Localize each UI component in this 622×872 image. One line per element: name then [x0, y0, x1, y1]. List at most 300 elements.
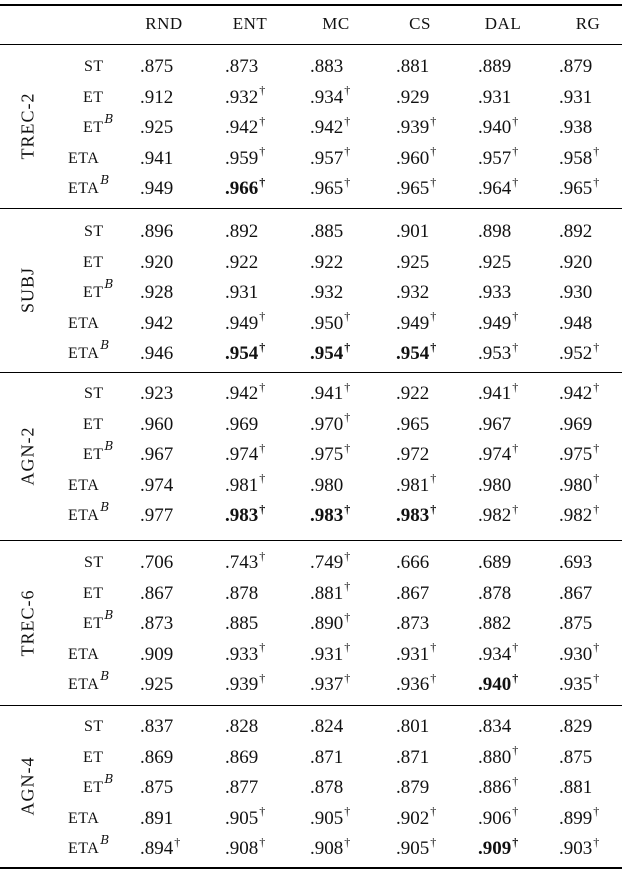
significance-dagger: †: [512, 834, 519, 849]
score-value: .969: [559, 413, 593, 435]
mid-rule: [0, 705, 622, 706]
method-name: ST: [84, 718, 104, 735]
significance-dagger: †: [430, 113, 437, 128]
significance-dagger: †: [344, 670, 351, 685]
score-cell: [310, 579, 351, 605]
score-cell: [478, 174, 519, 200]
score-cell: [478, 113, 519, 139]
significance-dagger: †: [593, 379, 600, 394]
score-value: .949: [396, 312, 430, 334]
significance-dagger: †: [430, 309, 437, 324]
significance-dagger: †: [512, 339, 519, 354]
significance-dagger: †: [430, 339, 437, 354]
score-cell: [225, 548, 266, 574]
score-value: .925: [478, 251, 512, 273]
score-cell: [225, 777, 258, 799]
method-name: ET: [83, 584, 104, 602]
score-cell: [225, 501, 266, 527]
significance-dagger: †: [512, 804, 519, 819]
score-value: .974: [225, 444, 259, 465]
score-value: .878: [478, 582, 512, 604]
significance-dagger: †: [512, 501, 519, 516]
method-label: [83, 438, 114, 464]
score-value: .983: [396, 505, 430, 526]
method-label: [83, 276, 114, 302]
score-value: .902: [396, 807, 430, 829]
score-cell: [396, 221, 429, 243]
score-value: .905: [396, 838, 430, 859]
method-name: ET: [83, 415, 104, 433]
score-value: .941: [140, 147, 174, 169]
method-name: ST: [84, 554, 104, 571]
significance-dagger: †: [344, 548, 351, 563]
score-value: .930: [559, 643, 593, 665]
significance-dagger: †: [512, 174, 519, 189]
score-value: .942: [310, 117, 344, 138]
score-value: .873: [140, 613, 174, 634]
score-value: .981: [396, 474, 430, 496]
score-cell: [559, 252, 592, 274]
score-cell: [310, 747, 343, 769]
score-cell: [478, 613, 511, 635]
significance-dagger: †: [512, 144, 519, 159]
significance-dagger: †: [430, 804, 437, 819]
score-cell: [559, 174, 600, 200]
significance-dagger: †: [259, 113, 266, 128]
score-value: .693: [559, 552, 593, 573]
score-value: .885: [310, 221, 344, 242]
score-value: .873: [225, 56, 259, 77]
method-name: ET: [83, 253, 104, 271]
significance-dagger: †: [430, 670, 437, 685]
method-label: [84, 385, 104, 403]
method-superscript: B: [100, 337, 110, 352]
score-value: .828: [225, 716, 259, 737]
method-label: [68, 172, 110, 198]
score-cell: [559, 583, 592, 605]
score-value: .689: [478, 552, 512, 573]
score-value: .965: [310, 178, 344, 199]
score-cell: [396, 174, 437, 200]
score-cell: [396, 87, 429, 109]
score-cell: [310, 609, 351, 635]
score-cell: [140, 282, 173, 304]
dataset-label: TREC-6: [17, 589, 38, 656]
score-value: .936: [396, 674, 430, 695]
method-superscript: B: [104, 438, 114, 453]
score-value: .912: [140, 86, 174, 108]
score-cell: [396, 113, 437, 139]
score-value: .869: [140, 746, 174, 768]
method-label: [83, 749, 104, 767]
score-value: .801: [396, 716, 430, 737]
significance-dagger: †: [259, 834, 266, 849]
score-cell: [559, 804, 600, 830]
score-value: .892: [225, 221, 259, 242]
score-cell: [140, 777, 173, 799]
score-value: .960: [140, 413, 174, 435]
score-value: .925: [396, 251, 430, 273]
significance-dagger: †: [259, 339, 266, 354]
score-value: .982: [478, 505, 512, 526]
score-value: .889: [478, 56, 512, 77]
score-cell: [310, 475, 343, 497]
score-value: .967: [478, 413, 512, 435]
score-value: .942: [559, 383, 593, 404]
score-cell: [478, 309, 519, 335]
method-name: ETA: [68, 149, 100, 167]
score-cell: [310, 56, 343, 78]
bottom-rule: [0, 867, 622, 869]
score-value: .905: [310, 807, 344, 829]
score-cell: [559, 117, 592, 139]
significance-dagger: †: [344, 309, 351, 324]
score-value: .920: [559, 251, 593, 273]
score-value: .934: [478, 643, 512, 665]
score-value: .934: [310, 86, 344, 108]
significance-dagger: †: [593, 339, 600, 354]
score-cell: [559, 414, 592, 436]
method-name: ET: [83, 284, 104, 301]
score-cell: [559, 313, 592, 335]
score-cell: [396, 339, 437, 365]
significance-dagger: †: [259, 309, 266, 324]
score-cell: [396, 583, 429, 605]
score-value: .894: [140, 838, 174, 859]
score-cell: [310, 501, 351, 527]
score-cell: [559, 221, 592, 243]
method-superscript: B: [100, 668, 110, 683]
score-value: .953: [478, 343, 512, 364]
score-value: .920: [140, 251, 174, 273]
score-value: .666: [396, 552, 430, 573]
score-cell: [310, 83, 351, 109]
method-name: ETA: [68, 180, 100, 197]
significance-dagger: †: [593, 440, 600, 455]
significance-dagger: †: [430, 471, 437, 486]
score-cell: [140, 644, 173, 666]
score-cell: [225, 834, 266, 860]
score-cell: [225, 282, 258, 304]
score-value: .922: [396, 383, 430, 404]
score-value: .959: [225, 147, 259, 169]
score-value: .967: [140, 444, 174, 465]
score-value: .957: [478, 147, 512, 169]
mid-rule: [0, 208, 622, 209]
score-value: .980: [478, 474, 512, 496]
score-value: .974: [140, 474, 174, 496]
score-value: .939: [396, 117, 430, 138]
method-label: [68, 337, 110, 363]
column-header: DAL: [484, 14, 522, 33]
column-header: RND: [145, 14, 183, 33]
significance-dagger: †: [430, 640, 437, 655]
score-value: .834: [478, 716, 512, 737]
score-value: .942: [225, 117, 259, 138]
score-cell: [310, 670, 351, 696]
mid-rule: [0, 44, 622, 45]
method-name: ETA: [68, 507, 100, 524]
significance-dagger: †: [259, 471, 266, 486]
score-value: .975: [559, 444, 593, 465]
significance-dagger: †: [344, 609, 351, 624]
score-value: .941: [310, 383, 344, 404]
method-name: ETA: [68, 840, 100, 857]
score-value: .878: [310, 777, 344, 798]
score-value: .875: [559, 746, 593, 768]
score-value: .706: [140, 552, 174, 573]
method-name: ETA: [68, 676, 100, 693]
score-cell: [310, 339, 351, 365]
method-label: [83, 585, 104, 603]
score-cell: [310, 221, 343, 243]
score-cell: [310, 777, 343, 799]
score-value: .940: [478, 674, 512, 695]
score-value: .972: [396, 444, 430, 465]
significance-dagger: †: [259, 804, 266, 819]
score-cell: [310, 716, 343, 738]
score-value: .867: [140, 582, 174, 604]
score-cell: [225, 613, 258, 635]
score-value: .922: [225, 251, 259, 273]
score-cell: [140, 674, 173, 696]
score-cell: [225, 56, 258, 78]
score-value: .932: [396, 282, 430, 303]
score-value: .925: [140, 674, 174, 695]
significance-dagger: †: [512, 640, 519, 655]
method-label: [83, 254, 104, 272]
significance-dagger: †: [174, 834, 181, 849]
method-name: ET: [83, 615, 104, 632]
score-value: .931: [478, 86, 512, 108]
method-superscript: B: [100, 172, 110, 187]
score-cell: [310, 834, 351, 860]
significance-dagger: †: [259, 379, 266, 394]
score-value: .932: [310, 282, 344, 303]
score-value: .931: [396, 643, 430, 665]
score-value: .954: [225, 343, 259, 364]
score-cell: [225, 379, 266, 405]
score-value: .975: [310, 444, 344, 465]
score-value: .950: [310, 312, 344, 334]
score-value: .965: [396, 178, 430, 199]
score-value: .875: [559, 613, 593, 634]
method-name: ET: [83, 779, 104, 796]
score-cell: [140, 87, 173, 109]
method-name: ETA: [68, 314, 100, 332]
score-cell: [396, 144, 437, 170]
score-value: .929: [396, 86, 430, 108]
score-cell: [478, 743, 519, 769]
score-cell: [225, 83, 266, 109]
significance-dagger: †: [344, 83, 351, 98]
score-cell: [225, 309, 266, 335]
score-cell: [225, 583, 258, 605]
score-cell: [559, 552, 592, 574]
score-value: .964: [478, 178, 512, 199]
significance-dagger: †: [512, 113, 519, 128]
method-superscript: B: [104, 111, 114, 126]
score-value: .958: [559, 147, 593, 169]
score-value: .931: [559, 86, 593, 108]
score-value: .928: [140, 282, 174, 303]
method-label: [84, 554, 104, 572]
method-label: [84, 718, 104, 736]
score-value: .977: [140, 505, 174, 526]
score-cell: [478, 339, 519, 365]
method-name: ET: [83, 446, 104, 463]
score-cell: [478, 440, 519, 466]
score-cell: [478, 87, 511, 109]
score-value: .875: [140, 777, 174, 798]
score-cell: [559, 747, 592, 769]
score-value: .938: [559, 117, 593, 138]
significance-dagger: †: [593, 640, 600, 655]
score-value: .957: [310, 147, 344, 169]
score-value: .980: [310, 474, 344, 496]
significance-dagger: †: [430, 174, 437, 189]
score-cell: [310, 548, 351, 574]
score-cell: [310, 113, 351, 139]
score-value: .970: [310, 413, 344, 435]
dataset-label: AGN-2: [17, 426, 38, 486]
score-cell: [140, 252, 173, 274]
score-cell: [140, 343, 173, 365]
score-cell: [140, 834, 181, 860]
score-cell: [396, 834, 437, 860]
score-cell: [396, 383, 429, 405]
score-value: .879: [396, 777, 430, 798]
score-cell: [225, 716, 258, 738]
score-cell: [559, 144, 600, 170]
score-cell: [310, 144, 351, 170]
score-cell: [478, 379, 519, 405]
significance-dagger: †: [259, 670, 266, 685]
score-value: .923: [140, 383, 174, 404]
score-value: .941: [478, 383, 512, 404]
score-value: .933: [478, 282, 512, 303]
score-cell: [478, 414, 511, 436]
score-value: .949: [478, 312, 512, 334]
score-value: .966: [225, 178, 259, 199]
score-cell: [225, 414, 258, 436]
score-cell: [478, 252, 511, 274]
score-value: .885: [225, 613, 259, 634]
score-cell: [559, 501, 600, 527]
score-value: .935: [559, 674, 593, 695]
score-cell: [140, 148, 173, 170]
score-value: .903: [559, 838, 593, 859]
significance-dagger: †: [344, 174, 351, 189]
significance-dagger: †: [512, 743, 519, 758]
score-value: .954: [396, 343, 430, 364]
method-name: ETA: [68, 476, 100, 494]
method-name: ETA: [68, 345, 100, 362]
significance-dagger: †: [512, 379, 519, 394]
dataset-label: TREC-2: [17, 92, 38, 160]
score-value: .946: [140, 343, 174, 364]
score-value: .882: [478, 613, 512, 634]
score-value: .873: [396, 613, 430, 634]
score-value: .982: [559, 505, 593, 526]
score-cell: [225, 113, 266, 139]
significance-dagger: †: [593, 471, 600, 486]
method-label: [83, 89, 104, 107]
score-cell: [225, 339, 266, 365]
method-name: ET: [83, 119, 104, 136]
score-value: .878: [225, 582, 259, 604]
method-name: ST: [84, 223, 104, 240]
score-cell: [140, 414, 173, 436]
method-label: [83, 416, 104, 434]
score-cell: [140, 583, 173, 605]
significance-dagger: †: [593, 804, 600, 819]
score-cell: [396, 282, 429, 304]
method-superscript: B: [104, 276, 114, 291]
score-cell: [225, 144, 266, 170]
score-cell: [396, 640, 437, 666]
score-value: .965: [559, 178, 593, 199]
score-cell: [396, 613, 429, 635]
score-value: .931: [225, 282, 259, 303]
score-cell: [225, 670, 266, 696]
column-header: ENT: [232, 14, 268, 33]
score-value: .965: [396, 413, 430, 435]
score-cell: [396, 747, 429, 769]
score-cell: [310, 252, 343, 274]
significance-dagger: †: [344, 379, 351, 394]
score-cell: [559, 834, 600, 860]
score-cell: [225, 804, 266, 830]
score-value: .879: [559, 56, 593, 77]
significance-dagger: †: [593, 501, 600, 516]
mid-rule: [0, 540, 622, 541]
method-name: ST: [84, 385, 104, 402]
score-cell: [140, 613, 173, 635]
method-label: [68, 668, 110, 694]
method-label: [84, 223, 104, 241]
score-value: .886: [478, 777, 512, 798]
significance-dagger: †: [512, 309, 519, 324]
significance-dagger: †: [593, 144, 600, 159]
score-cell: [310, 379, 351, 405]
score-value: .908: [310, 838, 344, 859]
score-cell: [225, 747, 258, 769]
method-superscript: B: [100, 832, 110, 847]
significance-dagger: †: [259, 501, 266, 516]
score-cell: [310, 640, 351, 666]
significance-dagger: †: [344, 834, 351, 849]
significance-dagger: †: [259, 144, 266, 159]
score-value: .881: [396, 56, 430, 77]
score-value: .875: [140, 56, 174, 77]
score-cell: [478, 670, 519, 696]
score-value: .883: [310, 56, 344, 77]
significance-dagger: †: [344, 804, 351, 819]
method-name: ET: [83, 88, 104, 106]
score-value: .939: [225, 674, 259, 695]
score-value: .871: [310, 746, 344, 768]
significance-dagger: †: [344, 501, 351, 516]
significance-dagger: †: [430, 501, 437, 516]
score-cell: [559, 471, 600, 497]
score-cell: [140, 117, 173, 139]
method-name: ETA: [68, 809, 100, 827]
score-value: .942: [225, 383, 259, 404]
significance-dagger: †: [344, 579, 351, 594]
score-cell: [225, 221, 258, 243]
score-cell: [478, 501, 519, 527]
